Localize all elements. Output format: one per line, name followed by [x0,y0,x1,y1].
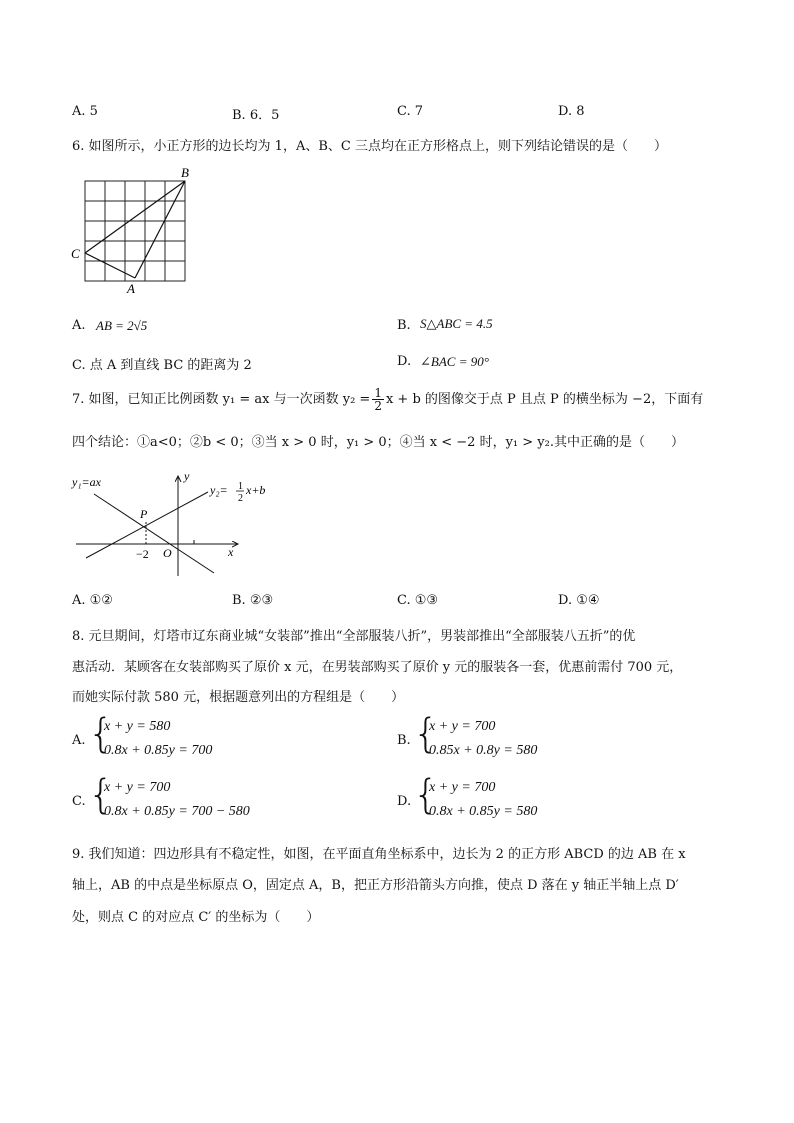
q8-stem-line3: 而她实际付款 580 元，根据题意列出的方程组是（ ） [72,690,405,705]
q6-option-b-label: B. [397,318,411,333]
q7-stem-post: x + b 的图像交于点 P 且点 P 的横坐标为 −2，下面有 [385,392,704,407]
y2-label-post: x+b [246,483,266,497]
q6-option-b: S△ABC = 4.5 [420,316,493,331]
q5-option-c: C. 7 [397,104,424,119]
point-a-label: A [127,281,135,296]
q8-c-eq1: x + y = 700 [104,780,171,795]
q6-option-a-label: A. [72,318,86,333]
y2-frac-den: 2 [238,493,243,504]
q8-c-brace: { [88,772,114,818]
q8-b-eq2: 0.85x + 0.8y = 580 [429,743,538,758]
q8-option-d [397,772,617,827]
q6-option-d-label: D. [397,354,412,369]
q7-fraction [372,387,384,412]
q8-a-eq2: 0.8x + 0.85y = 700 [104,743,213,758]
q7-stem-line1 [72,387,703,412]
point-p-label: P [140,507,148,521]
q8-option-b-label: B. [397,733,411,748]
point-c-label: C [71,246,80,261]
point-b-label: B [181,165,189,180]
q7-frac-num: 1 [374,386,382,400]
q6-grid-figure [66,164,206,296]
q7-stem-pre: 7. 如图，已知正比例函数 y₁ = ax 与一次函数 y₂ = [72,392,371,407]
q8-option-a-label: A. [72,733,86,748]
q8-a-eq1: x + y = 580 [104,719,171,734]
q7-option-a: A. ①② [72,593,113,608]
q6-option-c: C. 点 A 到直线 BC 的距离为 2 [72,358,252,373]
q7-stem-line2: 四个结论：①a<0；②b < 0；③当 x > 0 时，y₁ > 0；④当 x < −2 时，y₁ > y₂.其中正确的是（ ） [72,435,684,450]
q8-option-c-label: C. [72,794,86,809]
y2-frac-num: 1 [238,481,243,492]
q9-stem-line1: 9. 我们知道：四边形具有不稳定性，如图，在平面直角坐标系中，边长为 2 的正方形 ABCD 的边 AB 在 x [72,847,686,862]
q8-option-a [72,711,272,766]
q5-option-b: B. 6．5 [232,108,280,123]
q7-option-b: B. ②③ [232,593,274,608]
q8-stem-line1: 8. 元旦期间，灯塔市辽东商业城“女装部”推出“全部服装八折”，男装部推出“全部服装八五折”的优 [72,629,636,644]
q7-function-graph [66,466,286,581]
q8-b-eq1: x + y = 700 [429,719,496,734]
q8-d-brace: { [413,772,439,818]
q6-option-a: AB = 2√5 [96,318,148,333]
x-axis-label: x [228,545,234,559]
q9-stem-line2: 轴上，AB 的中点是坐标原点 O，固定点 A，B，把正方形沿箭头方向推，使点 D 落在 y 轴正半轴上点 D′ [72,878,679,893]
q7-option-d: D. ①④ [558,593,600,608]
q8-d-eq1: x + y = 700 [429,780,496,795]
q8-b-brace: { [413,711,439,757]
q8-a-brace: { [88,711,114,757]
q6-option-d: ∠BAC = 90° [420,354,489,369]
line-y1 [94,494,214,573]
q5-option-d: D. 8 [558,104,585,119]
q8-d-eq2: 0.8x + 0.85y = 580 [429,804,538,819]
q6-stem: 6. 如图所示，小正方形的边长均为 1，A、B、C 三点均在正方形格点上，则下列结论错误的是（ ） [72,139,667,154]
q8-option-d-label: D. [397,794,412,809]
q8-option-c [72,772,312,827]
q7-option-c: C. ①③ [397,593,439,608]
q9-stem-line3: 处，则点 C 的对应点 C′ 的坐标为（ ） [72,910,320,925]
y-axis-label: y [184,469,190,483]
y2-label-pre: y₂= [210,483,228,497]
neg2-label: −2 [136,547,149,561]
q5-option-a: A. 5 [72,104,98,119]
origin-label: O [163,546,172,560]
q8-option-b [397,711,617,766]
q8-stem-line2: 惠活动．某顾客在女装部购买了原价 x 元，在男装部购买了原价 y 元的服装各一套，优惠前需付 700 元， [72,660,683,675]
q7-frac-den: 2 [374,399,382,413]
y1-label: y₁=ax [72,475,101,489]
q8-c-eq2: 0.8x + 0.85y = 700 − 580 [104,804,250,819]
